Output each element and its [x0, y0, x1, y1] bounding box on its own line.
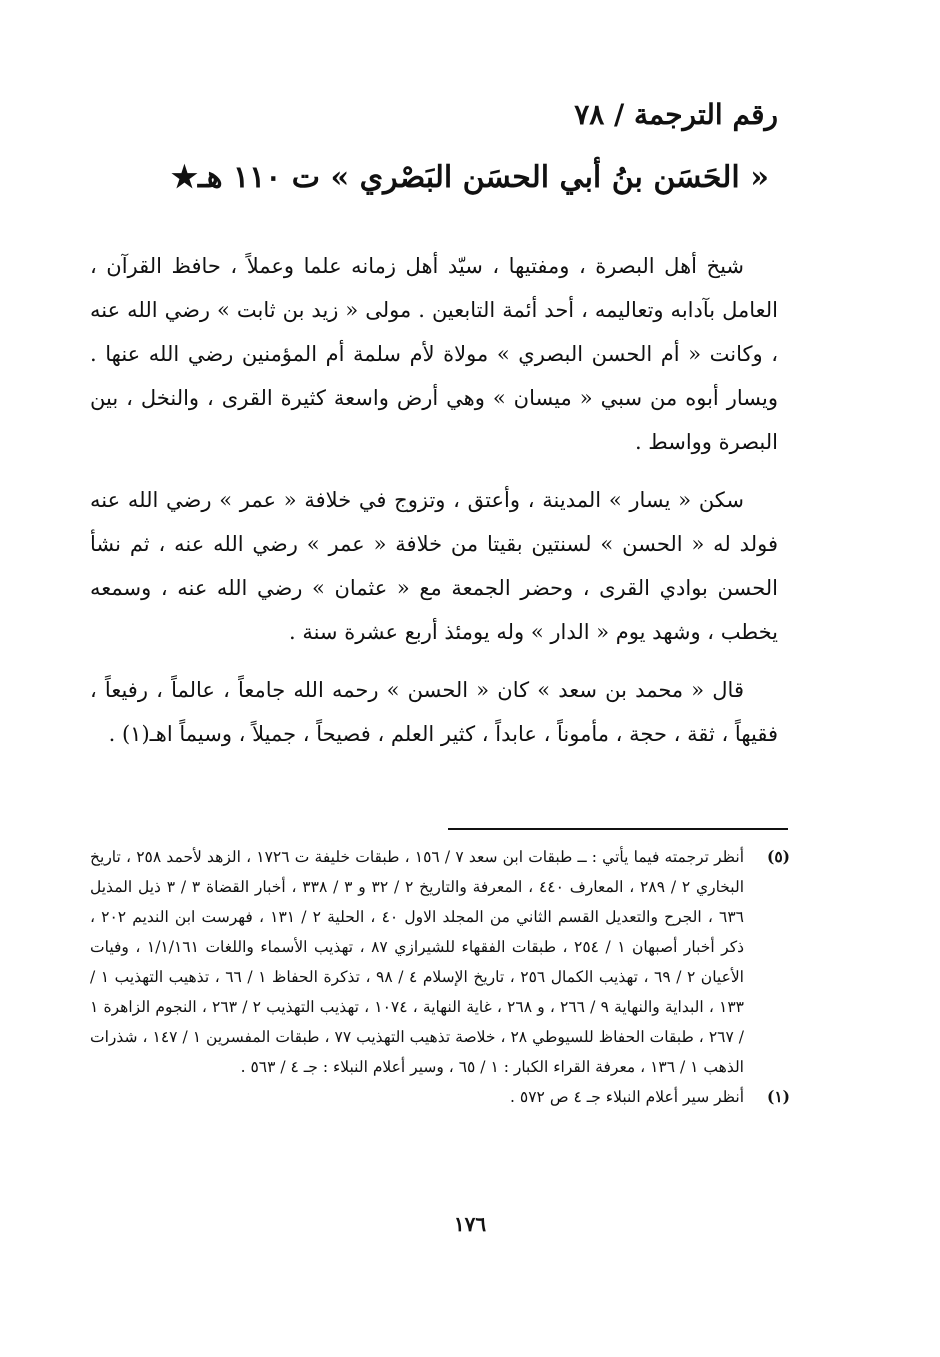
main-text	[90, 244, 778, 770]
entry-title: « الحَسَن بنُ أبي الحسَن البَصْري » ت ١١٠ هـ★	[171, 160, 769, 195]
footnote	[90, 842, 790, 1082]
paragraph-2: سكن « يسار » المدينة ، وأعتق ، وتزوج في خلافة « عمر » رضي الله عنه فولد له « الحسن » لسنتين بقيتا من خلافة « عمر » رضي الله عنه ، ثم نشأ الحسن بوادي القرى ، وحضر الجمعة مع « عثمان » رضي الله عنه ، وسمعه يخطب ، وشهد يوم « الدار » وله يومئذ أربع عشرة سنة .	[90, 488, 778, 644]
footnote-text: أنظر سير أعلام النبلاء جـ ٤ ص ٥٧٢ .	[510, 1088, 744, 1106]
entry-number: رقم الترجمة / ٧٨	[574, 98, 778, 131]
paragraph-3: قال « محمد بن سعد » كان « الحسن » رحمه الله جامعاً ، عالماً ، رفيعاً ، فقيهاً ، ثقة ، حجة ، مأموناً ، عابداً ، كثير العلم ، فصيحاً ، جميلاً ، وسيماً اهـ(١) .	[90, 678, 778, 746]
footnote-divider	[448, 828, 788, 830]
footnote	[90, 1082, 790, 1112]
footnote-mark: (٥)	[766, 847, 790, 866]
paragraph-1: شيخ أهل البصرة ، ومفتيها ، سيّد أهل زمانه علما وعملاً ، حافظ القرآن ، العامل بآدابه وتعاليمه ، أحد أئمة التابعين . مولى « زيد بن ثابت » رضي الله عنه ، وكانت « أم الحسن البصري » مولاة لأم سلمة أم المؤمنين رضي الله عنها . ويسار أبوه من سبي « ميسان » وهي أرض واسعة كثيرة القرى ، والنخل ، بين البصرة وواسط .	[90, 254, 778, 454]
footnote-mark: (١)	[766, 1087, 790, 1106]
footnote-text: أنظر ترجمته فيما يأتي : ــ طبقات ابن سعد ٧ / ١٥٦ ، طبقات خليفة ت ١٧٢٦ ، الزهد لأحمد ٢٥٨ ، تاريخ البخاري ٢ / ٢٨٩ ، المعارف ٤٤٠ ، المعرفة والتاريخ ٢ / ٣٢ و ٣ / ٣٣٨ ، أخبار القضاة ٣ / ٣ ذيل المذيل ٦٣٦ ، الجرح والتعديل القسم الثاني من المجلد الاول ٤٠ ، الحلية ٢ / ١٣١ ، فهرست ابن النديم ٢٠٢ ، ذكر أخبار أصبهان ١ / ٢٥٤ ، طبقات الفقهاء للشيرازي ٨٧ ، تهذيب الأسماء واللغات ١/١/١٦١ ، وفيات الأعيان ٢ / ٦٩ ، تهذيب الكمال ٢٥٦ ، تاريخ الإسلام ٤ / ٩٨ ، تذكرة الحفاظ ١ / ٦٦ ، تذهيب التهذيب ١ / ١٣٣ ، البداية والنهاية ٩ / ٢٦٦ ، و ٢٦٨ ، غاية النهاية ، ١٠٧٤ ، تهذيب التهذيب ٢ / ٢٦٣ ، النجوم الزاهرة ١ / ٢٦٧ ، طبقات الحفاظ للسيوطي ٢٨ ، خلاصة تذهيب التهذيب ٧٧ ، طبقات المفسرين ١ / ١٤٧ ، شذرات الذهب ١ / ١٣٦ ، معرفة القراء الكبار : ١ / ٦٥ ، وسير أعلام النبلاء : جـ ٤ / ٥٦٣ .	[90, 848, 745, 1076]
page-number: ١٧٦	[453, 1212, 487, 1236]
footnotes	[90, 842, 790, 1112]
